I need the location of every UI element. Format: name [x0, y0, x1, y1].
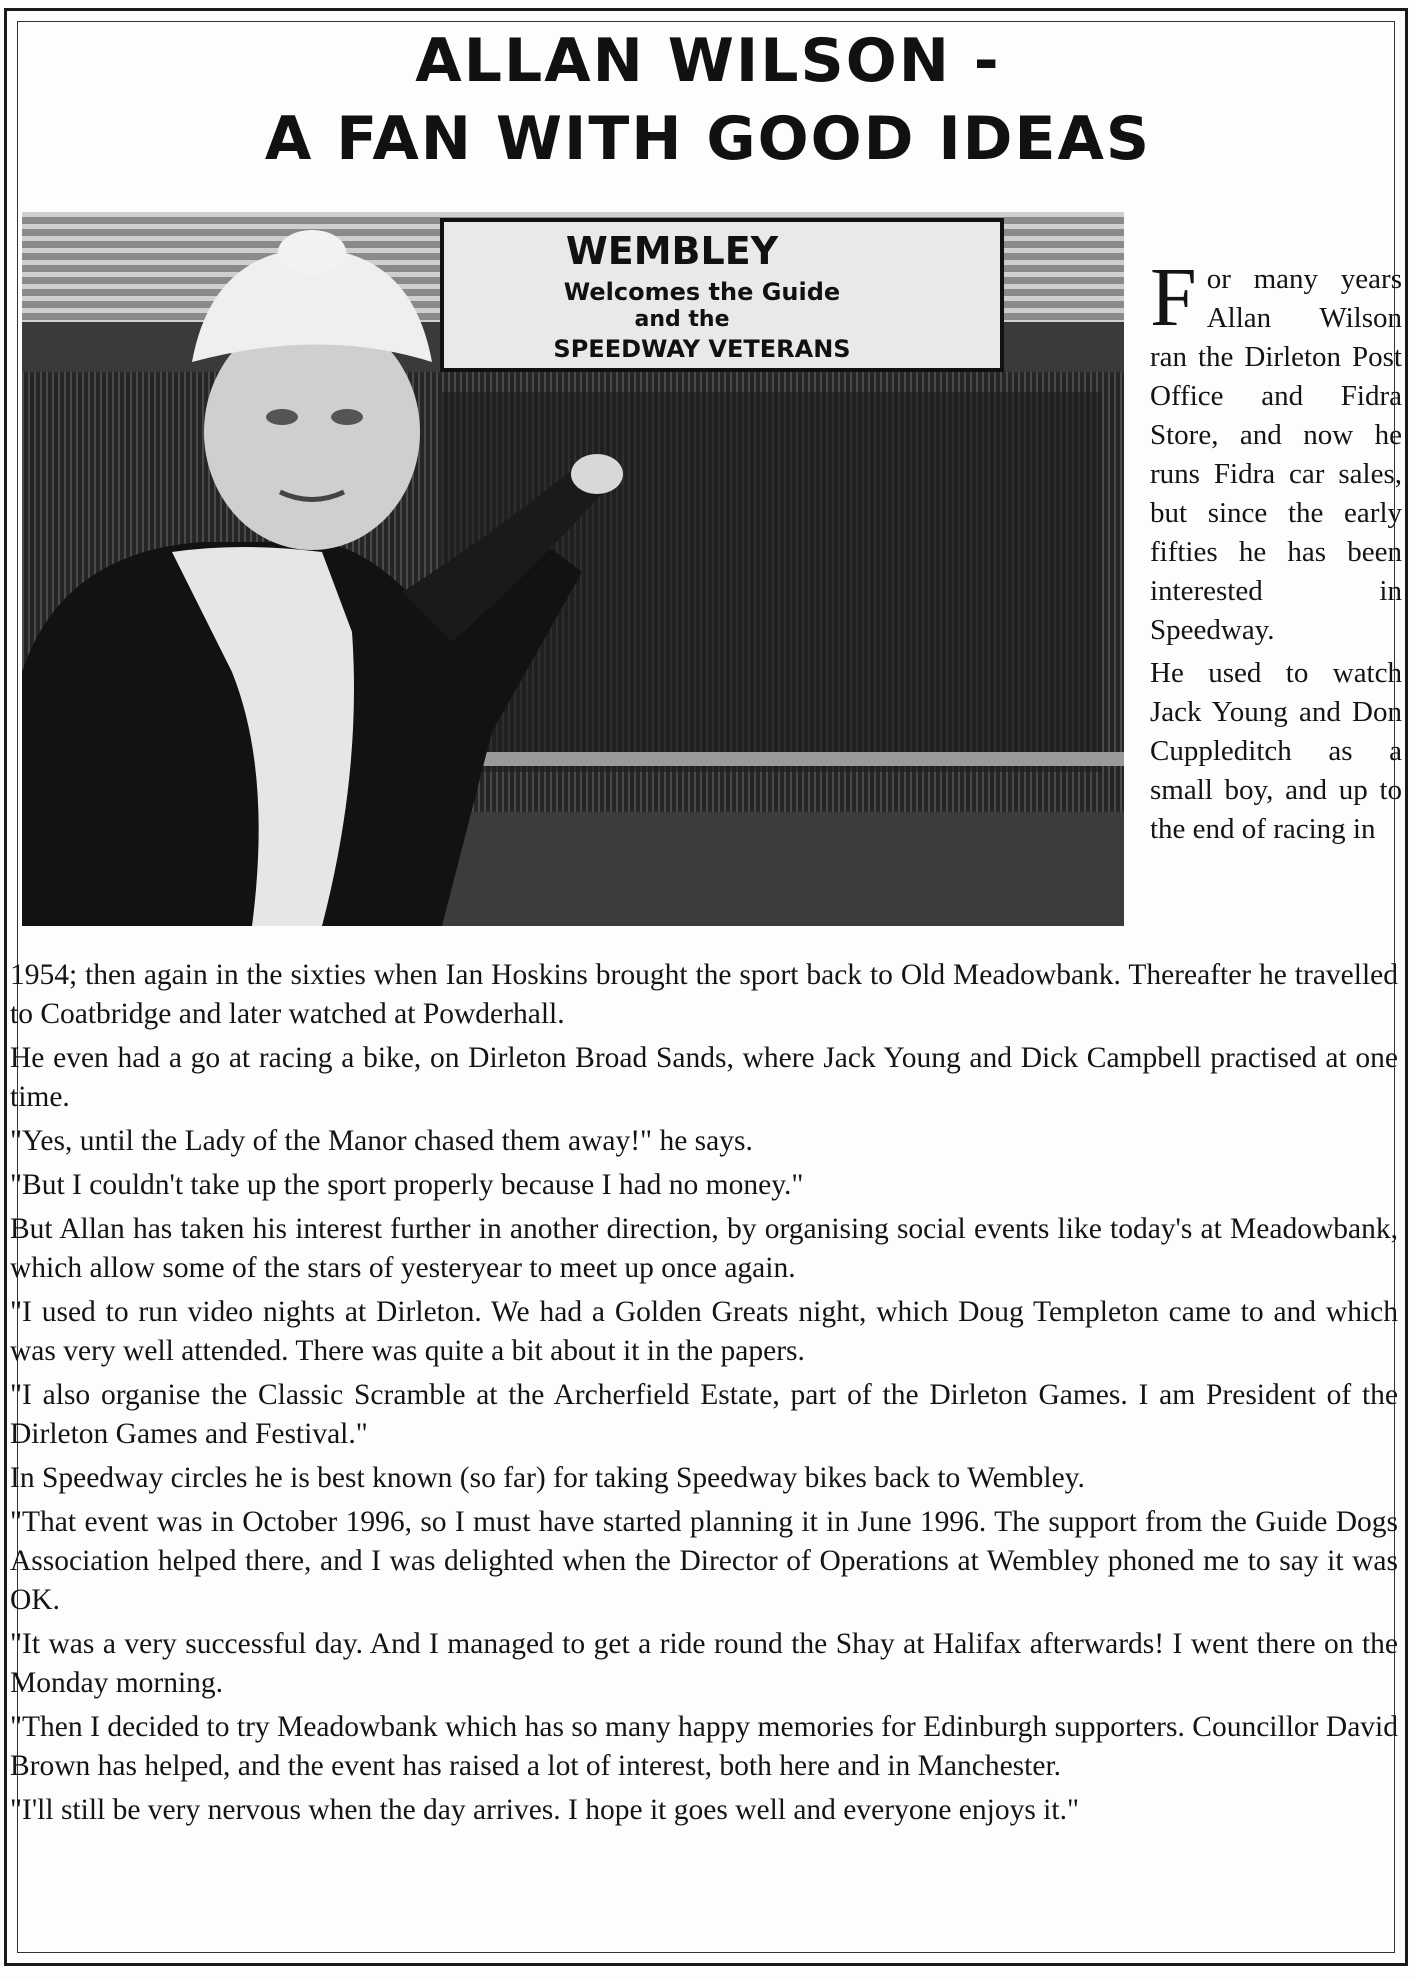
body-paragraph: 1954; then again in the sixties when Ian Hoskins brought the sport back to Old Meadowbank. Thereafter he travelled to Coatbridge and later watched at Powderhall. [10, 959, 1398, 1030]
intro-column [1150, 251, 1402, 853]
article-title [0, 22, 1416, 178]
body-paragraph: But Allan has taken his interest further in another direction, by organising social events like today's at Meadowbank, which allow some of the stars of yesteryear to meet up once again. [10, 1213, 1398, 1284]
intro-paragraph-1-text: or many years Allan Wilson ran the Dirleton Post Office and Fidra Store, and now he runs Fidra car sales, but since the early fifties he has been interested in Speedway. [1150, 263, 1402, 646]
body-paragraph: "Yes, until the Lady of the Manor chased them away!" he says. [10, 1125, 753, 1157]
title-line-1: ALLAN WILSON - [415, 26, 1001, 96]
drop-cap: F [1150, 251, 1197, 344]
article-photo [22, 212, 1124, 926]
banner-line-3: and the [634, 307, 730, 332]
banner-line-2: Welcomes the Guide [563, 278, 841, 306]
body-paragraph: In Speedway circles he is best known (so far) for taking Speedway bikes back to Wembley. [10, 1462, 1085, 1494]
banner-line-1: WEMBLEY [565, 229, 779, 273]
title-line-2: A FAN WITH GOOD IDEAS [264, 104, 1152, 174]
body-paragraph: "Then I decided to try Meadowbank which has so many happy memories for Edinburgh supporters. Councillor David Brown has helped, and the event has raised a lot of interest, both here and in Manchester. [10, 1711, 1398, 1782]
banner-line-4: SPEEDWAY VETERANS [553, 335, 851, 363]
body-paragraph: "I'll still be very nervous when the day arrives. I hope it goes well and everyone enjoys it." [10, 1794, 1079, 1826]
intro-paragraph-2: He used to watch Jack Young and Don Cuppleditch as a small boy, and up to the end of racing in [1150, 657, 1402, 845]
intro-paragraph-1 [1150, 251, 1402, 650]
body-paragraph: "It was a very successful day. And I managed to get a ride round the Shay at Halifax afterwards! I went there on the Monday morning. [10, 1628, 1398, 1699]
body-paragraph: He even had a go at racing a bike, on Dirleton Broad Sands, where Jack Young and Dick Campbell practised at one time. [10, 1042, 1398, 1113]
body-paragraph: "I also organise the Classic Scramble at the Archerfield Estate, part of the Dirleton Games. I am President of the Dirleton Games and Festival." [10, 1379, 1398, 1450]
body-paragraph: "But I couldn't take up the sport properly because I had no money." [10, 1169, 804, 1201]
body-paragraph: "That event was in October 1996, so I must have started planning it in June 1996. The support from the Guide Dogs Association helped there, and I was delighted when the Director of Operations at Wembley phoned me to say it was OK. [10, 1506, 1398, 1616]
article-body [10, 956, 1398, 1835]
body-paragraph: "I used to run video nights at Dirleton. We had a Golden Greats night, which Doug Templeton came to and which was very well attended. There was quite a bit about it in the papers. [10, 1296, 1398, 1367]
